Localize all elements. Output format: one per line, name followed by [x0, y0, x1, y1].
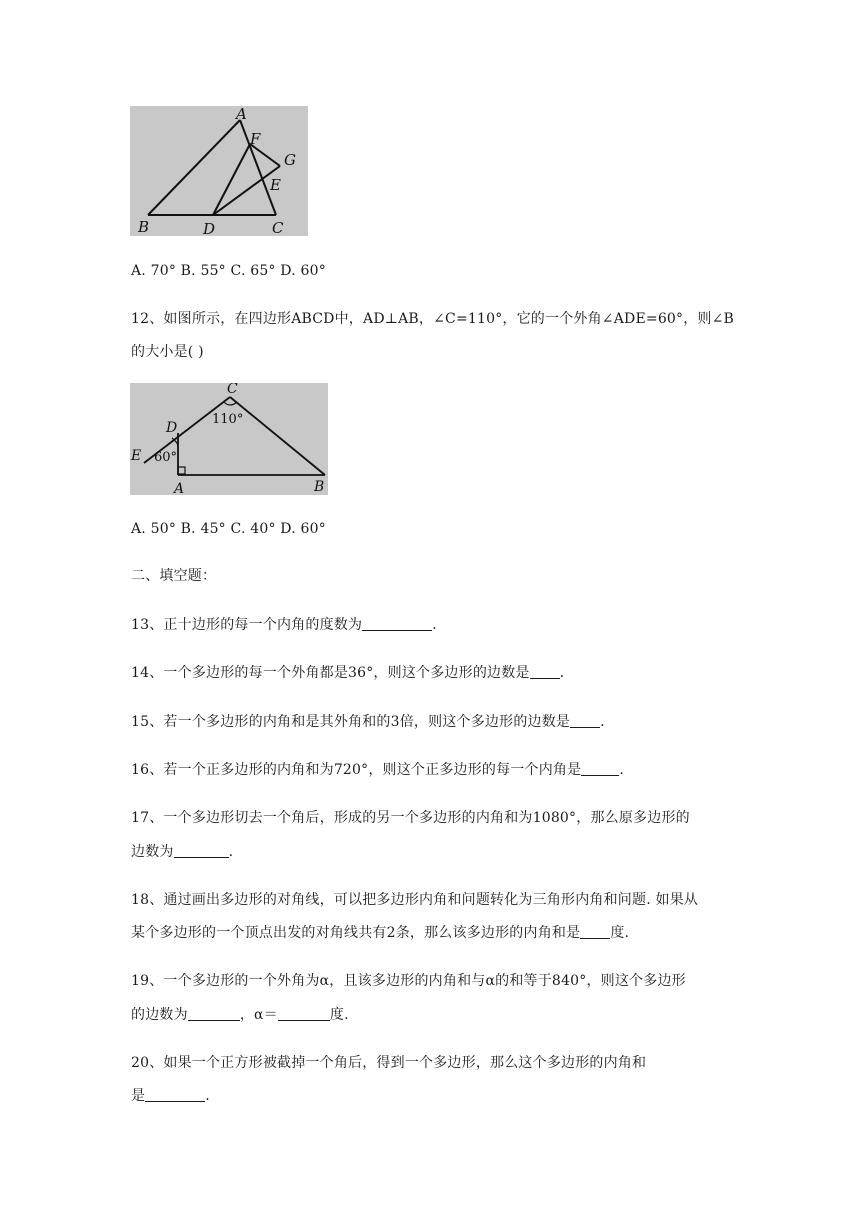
label-e: E	[131, 448, 142, 464]
q17-text: 边数为	[131, 844, 174, 860]
q18-text: 某个多边形的一个顶点出发的对角线共有2条，那么该多边形的内角和是	[131, 925, 581, 941]
q15-end: .	[600, 714, 605, 730]
angle-d-value: 60°	[154, 450, 178, 465]
q18-line1: 18、通过画出多边形的对角线，可以把多边形内角和问题转化为三角形内角和问题. 如果从	[131, 892, 699, 908]
angle-c-arc	[224, 402, 237, 405]
q18-line2	[131, 923, 629, 943]
q19-line1: 19、一个多边形的一个外角为α，且该多边形的内角和与α的和等于840°，则这个多边形	[131, 973, 686, 989]
q11-options: A. 70° B. 55° C. 65° D. 60°	[131, 263, 326, 279]
q19-mid: ，α＝	[239, 1007, 278, 1023]
label-c: C	[227, 383, 238, 397]
q20-text: 是	[131, 1088, 146, 1104]
angle-c-value: 110°	[212, 412, 244, 427]
label-d: D	[203, 220, 216, 236]
q14	[131, 663, 564, 683]
q20-end: .	[205, 1088, 210, 1104]
label-e: E	[270, 176, 281, 194]
q17-answer-blank[interactable]	[174, 843, 229, 858]
label-g: G	[284, 151, 296, 169]
label-a: A	[174, 481, 185, 495]
q12-figure	[130, 383, 328, 495]
q13-answer-blank[interactable]	[362, 616, 432, 631]
q17-line1: 17、一个多边形切去一个角后，形成的另一个多边形的内角和为1080°，那么原多边形的	[131, 810, 690, 826]
label-f: F	[250, 130, 261, 148]
q19-text: 的边数为	[131, 1007, 188, 1023]
q13	[131, 615, 437, 635]
label-a: A	[236, 106, 247, 123]
q12-quadrilateral-diagram	[130, 383, 328, 495]
q19-end: 度.	[329, 1007, 349, 1023]
right-angle-mark	[178, 467, 185, 474]
q18-end: 度.	[610, 925, 630, 941]
label-b: B	[314, 479, 325, 495]
q17-line2	[131, 842, 233, 862]
q20-line1: 20、如果一个正方形被截掉一个角后，得到一个多边形，那么这个多边形的内角和	[131, 1055, 647, 1071]
q14-end: .	[559, 665, 565, 681]
q13-text: 13、正十边形的每一个内角的度数为	[131, 617, 363, 633]
q11-figure	[130, 106, 308, 236]
q19-line2	[131, 1005, 349, 1025]
q16-answer-blank[interactable]	[581, 761, 619, 776]
q19-sides-blank[interactable]	[188, 1006, 240, 1021]
q15-text: 15、若一个多边形的内角和是其外角和的3倍，则这个多边形的边数是	[131, 714, 571, 730]
q19-alpha-blank[interactable]	[278, 1006, 330, 1021]
q16-end: .	[619, 762, 624, 778]
line-df	[213, 144, 250, 215]
q18-answer-blank[interactable]	[580, 924, 610, 939]
label-b: B	[138, 218, 150, 236]
q15-answer-blank[interactable]	[570, 713, 600, 728]
line-cb	[230, 397, 325, 475]
q20-answer-blank[interactable]	[145, 1087, 205, 1102]
line-ab	[148, 120, 240, 215]
label-d: D	[166, 420, 178, 436]
q14-text: 14、一个多边形的每一个外角都是36°，则这个多边形的边数是	[131, 665, 530, 681]
q20-line2	[131, 1086, 210, 1106]
q14-answer-blank[interactable]	[530, 664, 560, 679]
q15	[131, 712, 605, 732]
q16	[131, 760, 624, 780]
q11-triangle-diagram	[130, 106, 308, 236]
q12-text-line2: 的大小是( )	[131, 344, 204, 360]
q13-end: .	[432, 617, 437, 633]
label-c: C	[272, 219, 284, 236]
q12-options: A. 50° B. 45° C. 40° D. 60°	[131, 521, 326, 537]
q12-text-line1: 12、如图所示，在四边形ABCD中，AD⊥AB，∠C=110°，它的一个外角∠ADE=60°，则∠B	[131, 311, 735, 327]
q17-end: .	[228, 844, 234, 860]
q16-text: 16、若一个正多边形的内角和为720°，则这个正多边形的每一个内角是	[131, 762, 582, 778]
section2-heading: 二、填空题：	[131, 568, 217, 584]
